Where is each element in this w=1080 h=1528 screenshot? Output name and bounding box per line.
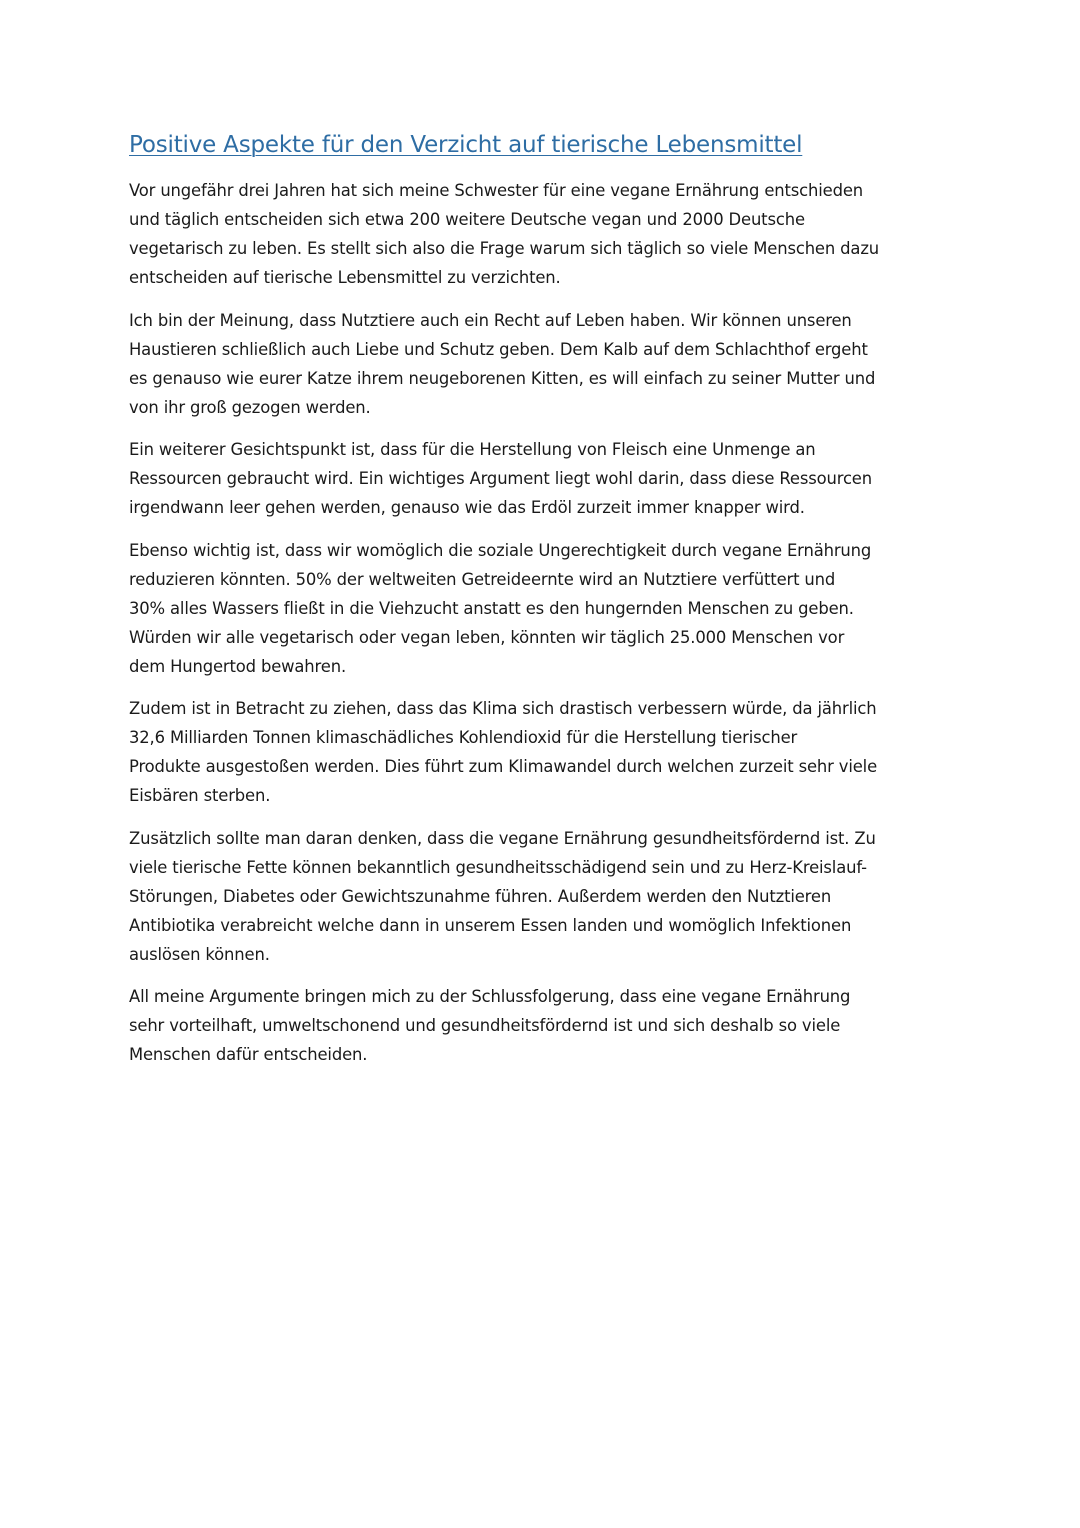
paragraph-line: All meine Argumente bringen mich zu der Schlussfolgerung, dass eine vegane Ernährung [129,987,851,1006]
paragraph-line: von ihr groß gezogen werden. [129,397,371,417]
paragraph-line: viele tierische Fette können bekanntlich gesundheitsschädigend sein und zu Herz-Kreislauf- [129,857,867,877]
paragraph-line: irgendwann leer gehen werden, genauso wie das Erdöl zurzeit immer knapper wird. [129,498,805,517]
paragraph-line: sehr vorteilhaft, umweltschonend und gesundheitsfördernd ist und sich deshalb so viele [129,1016,841,1035]
paragraph-line: Zusätzlich sollte man daran denken, dass die vegane Ernährung gesundheitsfördernd ist. Zu [129,828,876,848]
paragraph-line: Störungen, Diabetes oder Gewichtszunahme führen. Außerdem werden den Nutztieren [129,886,832,906]
paragraph-line: vegetarisch zu leben. Es stellt sich also die Frage warum sich täglich so viele Menschen dazu [129,239,880,258]
paragraph-line: 32,6 Milliarden Tonnen klimaschädliches Kohlendioxid für die Herstellung tierischer [129,728,798,747]
paragraph-line: und täglich entscheiden sich etwa 200 weitere Deutsche vegan und 2000 Deutsche [129,210,805,229]
paragraph-line: reduzieren könnten. 50% der weltweiten Getreideernte wird an Nutztiere verfüttert und [129,569,836,589]
body-paragraph [129,435,959,522]
paragraph-line: Eisbären sterben. [129,786,271,805]
paragraph-line: 30% alles Wassers fließt in die Viehzucht anstatt es den hungernden Menschen zu geben. [129,598,854,618]
paragraph-line: entscheiden auf tierische Lebensmittel zu verzichten. [129,268,561,287]
body-paragraph [129,824,959,969]
paragraph-line: Zudem ist in Betracht zu ziehen, dass das Klima sich drastisch verbessern würde, da jährlich [129,699,877,718]
document-body [129,176,959,1069]
document-content [129,128,959,1083]
paragraph-line: Produkte ausgestoßen werden. Dies führt zum Klimawandel durch welchen zurzeit sehr viele [129,757,878,776]
paragraph-line: Antibiotika verabreicht welche dann in unserem Essen landen und womöglich Infektionen [129,915,852,935]
body-paragraph [129,694,959,810]
paragraph-line: es genauso wie eurer Katze ihrem neugeborenen Kitten, es will einfach zu seiner Mutter und [129,368,876,388]
body-paragraph [129,306,959,422]
paragraph-line: Ich bin der Meinung, dass Nutztiere auch ein Recht auf Leben haben. Wir können unseren [129,310,852,330]
document-title: Positive Aspekte für den Verzicht auf tierische Lebensmittel [129,132,803,158]
paragraph-line: auslösen können. [129,944,270,964]
paragraph-line: Vor ungefähr drei Jahren hat sich meine Schwester für eine vegane Ernährung entschieden [129,181,864,200]
paragraph-line: Ein weiterer Gesichtspunkt ist, dass für die Herstellung von Fleisch eine Unmenge an [129,440,816,459]
paragraph-line: Haustieren schließlich auch Liebe und Schutz geben. Dem Kalb auf dem Schlachthof ergeht [129,339,868,359]
paragraph-line: Ebenso wichtig ist, dass wir womöglich die soziale Ungerechtigkeit durch vegane Ernährung [129,540,872,560]
paragraph-line: Ressourcen gebraucht wird. Ein wichtiges Argument liegt wohl darin, dass diese Ressourcen [129,469,872,488]
paragraph-line: Würden wir alle vegetarisch oder vegan leben, könnten wir täglich 25.000 Menschen vor [129,627,845,647]
body-paragraph [129,536,959,681]
body-paragraph [129,176,959,292]
body-paragraph [129,982,959,1069]
paragraph-line: dem Hungertod bewahren. [129,656,346,676]
paragraph-line: Menschen dafür entscheiden. [129,1045,368,1064]
